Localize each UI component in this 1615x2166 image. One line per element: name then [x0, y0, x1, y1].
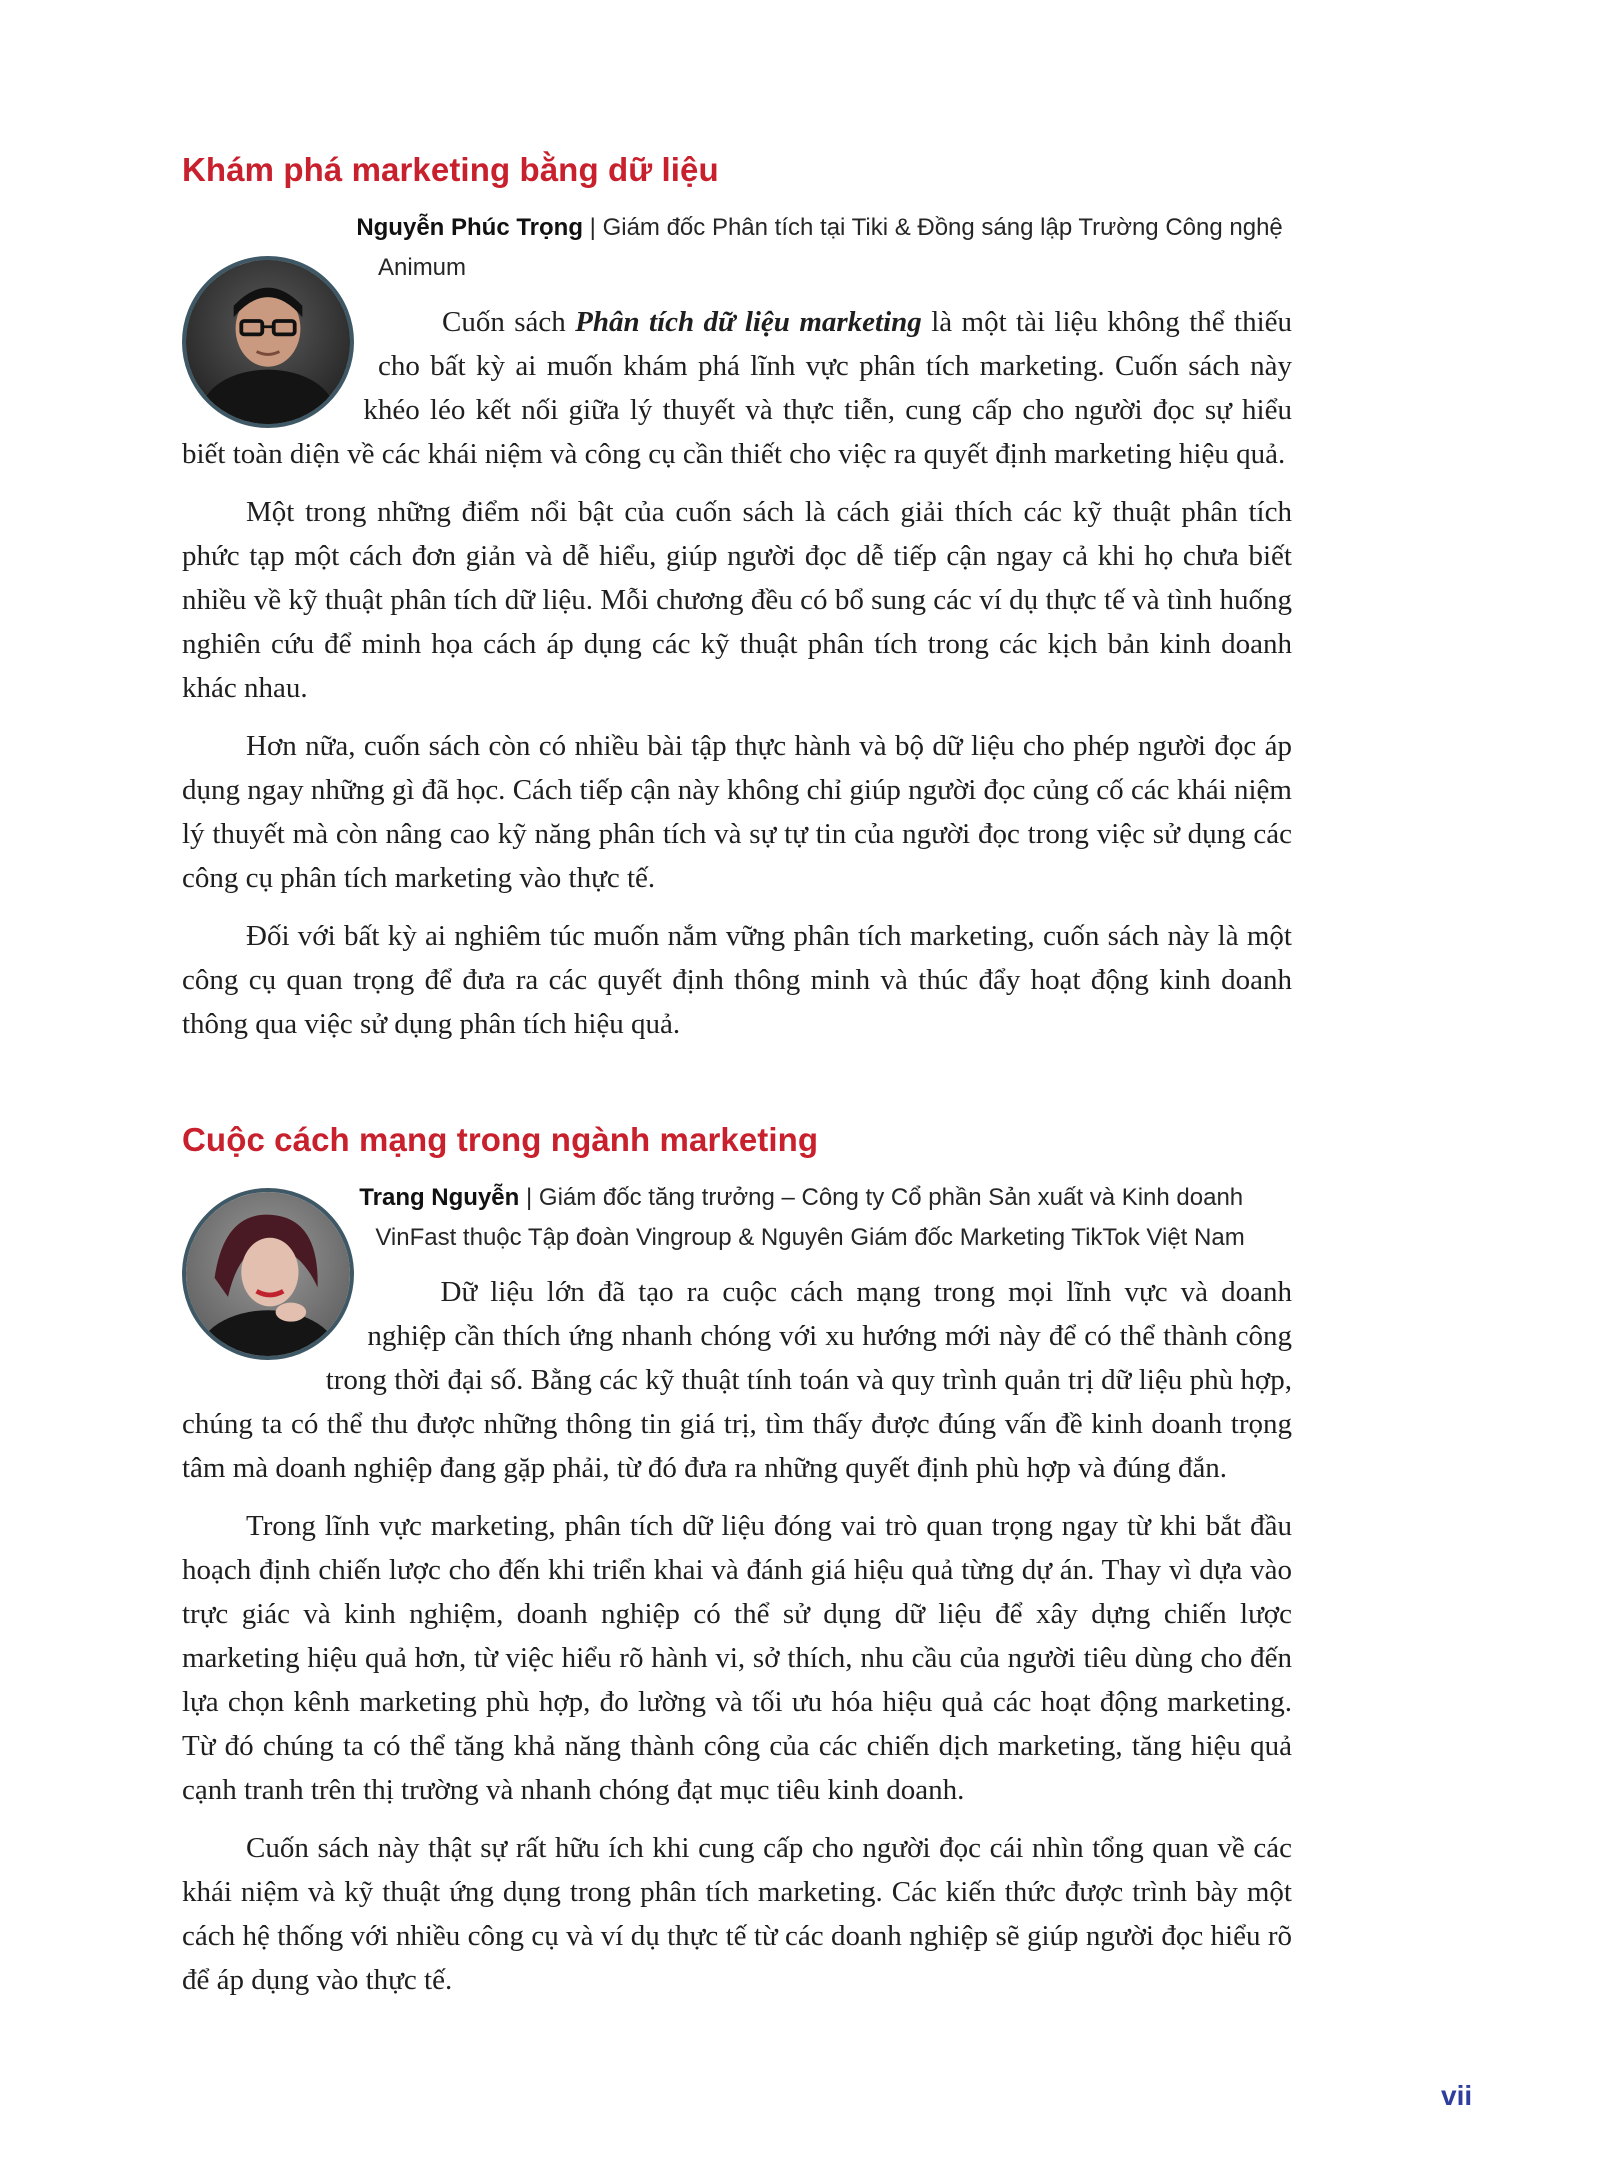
- author-role: Giám đốc Phân tích tại Tiki & Đồng sáng lập Trường Công nghệ Animum: [378, 214, 1283, 281]
- paragraph: Trong lĩnh vực marketing, phân tích dữ liệu đóng vai trò quan trọng ngay từ khi bắt đầu hoạch định chiến lược cho đến khi triển khai và đánh giá hiệu quả từng dự án. Thay vì dựa vào trực giác và kinh nghiệm, doanh nghiệp có thể sử dụng dữ liệu để xây dựng chiến lược marketing hiệu quả hơn, từ việc hiểu rõ hành vi, sở thích, nhu cầu của người tiêu dùng cho đến lựa chọn kênh marketing phù hợp, đo lường và tối ưu hóa hiệu quả các hoạt động marketing. Từ đó chúng ta có thể tăng khả năng thành công của các chiến dịch marketing, tăng hiệu quả cạnh tranh trên thị trường và nhanh chóng đạt mục tiêu kinh doanh.: [182, 1510, 1292, 1806]
- author-name: Nguyễn Phúc Trọng: [356, 214, 583, 241]
- section-data-marketing: [182, 148, 1292, 1060]
- section-marketing-revolution: [182, 1118, 1292, 2016]
- author-name: Trang Nguyễn: [359, 1184, 520, 1211]
- byline-separator: |: [583, 214, 603, 241]
- section-title: Khám phá marketing bằng dữ liệu: [182, 151, 719, 188]
- author-role: Giám đốc tăng trưởng – Công ty Cổ phần Sản xuất và Kinh doanh VinFast thuộc Tập đoàn Vingroup & Nguyên Giám đốc Marketing TikTok Việt Nam: [375, 1184, 1245, 1251]
- portrait-photo-icon: [186, 260, 350, 424]
- author-portrait: [182, 1188, 354, 1360]
- byline-separator: |: [519, 1184, 539, 1211]
- paragraph-text: là một tài liệu không thể thiếu cho bất kỳ ai muốn khám phá lĩnh vực phân tích marketing. Cuốn sách này khéo léo kết nối giữa lý thuyết và thực tiễn, cung cấp cho người đọc sự hiểu biết toàn diện về các khái niệm và công cụ cần thiết cho việc ra quyết định marketing hiệu quả.: [182, 306, 1293, 470]
- portrait-photo-icon: [186, 1192, 350, 1356]
- book-title: Phân tích dữ liệu marketing: [575, 306, 922, 338]
- paragraph: Đối với bất kỳ ai nghiêm túc muốn nắm vững phân tích marketing, cuốn sách này là một công cụ quan trọng để đưa ra các quyết định thông minh và thúc đẩy hoạt động kinh doanh thông qua việc sử dụng phân tích hiệu quả.: [182, 920, 1292, 1040]
- paragraph-text: Cuốn sách: [442, 306, 576, 338]
- paragraph: Một trong những điểm nổi bật của cuốn sách là cách giải thích các kỹ thuật phân tích phức tạp một cách đơn giản và dễ hiểu, giúp người đọc dễ tiếp cận ngay cả khi họ chưa biết nhiều về kỹ thuật phân tích dữ liệu. Mỗi chương đều có bổ sung các ví dụ thực tế và tình huống nghiên cứu để minh họa cách áp dụng các kỹ thuật phân tích trong các kịch bản kinh doanh khác nhau.: [182, 496, 1292, 704]
- author-portrait: [182, 256, 354, 428]
- paragraph: Hơn nữa, cuốn sách còn có nhiều bài tập thực hành và bộ dữ liệu cho phép người đọc áp dụng ngay những gì đã học. Cách tiếp cận này không chỉ giúp người đọc củng cố các khái niệm lý thuyết mà còn nâng cao kỹ năng phân tích và sự tự tin của người đọc trong việc sử dụng các công cụ phân tích marketing vào thực tế.: [182, 730, 1292, 894]
- paragraph-text: Dữ liệu lớn đã tạo ra cuộc cách mạng trong mọi lĩnh vực và doanh nghiệp cần thích ứng nhanh chóng với xu hướng mới này để có thể thành công trong thời đại số. Bằng các kỹ thuật tính toán và quy trình quản trị dữ liệu phù hợp, chúng ta có thể thu được những thông tin giá trị, tìm thấy được đúng vấn đề kinh doanh trọng tâm mà doanh nghiệp đang gặp phải, từ đó đưa ra những quyết định phù hợp và đúng đắn.: [182, 1276, 1292, 1484]
- page-number: vii: [1441, 2080, 1473, 2111]
- paragraph: Cuốn sách này thật sự rất hữu ích khi cung cấp cho người đọc cái nhìn tổng quan về các khái niệm và kỹ thuật ứng dụng trong phân tích marketing. Các kiến thức được trình bày một cách hệ thống với nhiều công cụ và ví dụ thực tế từ các doanh nghiệp sẽ giúp người đọc hiểu rõ để áp dụng vào thực tế.: [182, 1832, 1292, 1996]
- section-title: Cuộc cách mạng trong ngành marketing: [182, 1121, 819, 1158]
- author-byline: [182, 208, 1292, 288]
